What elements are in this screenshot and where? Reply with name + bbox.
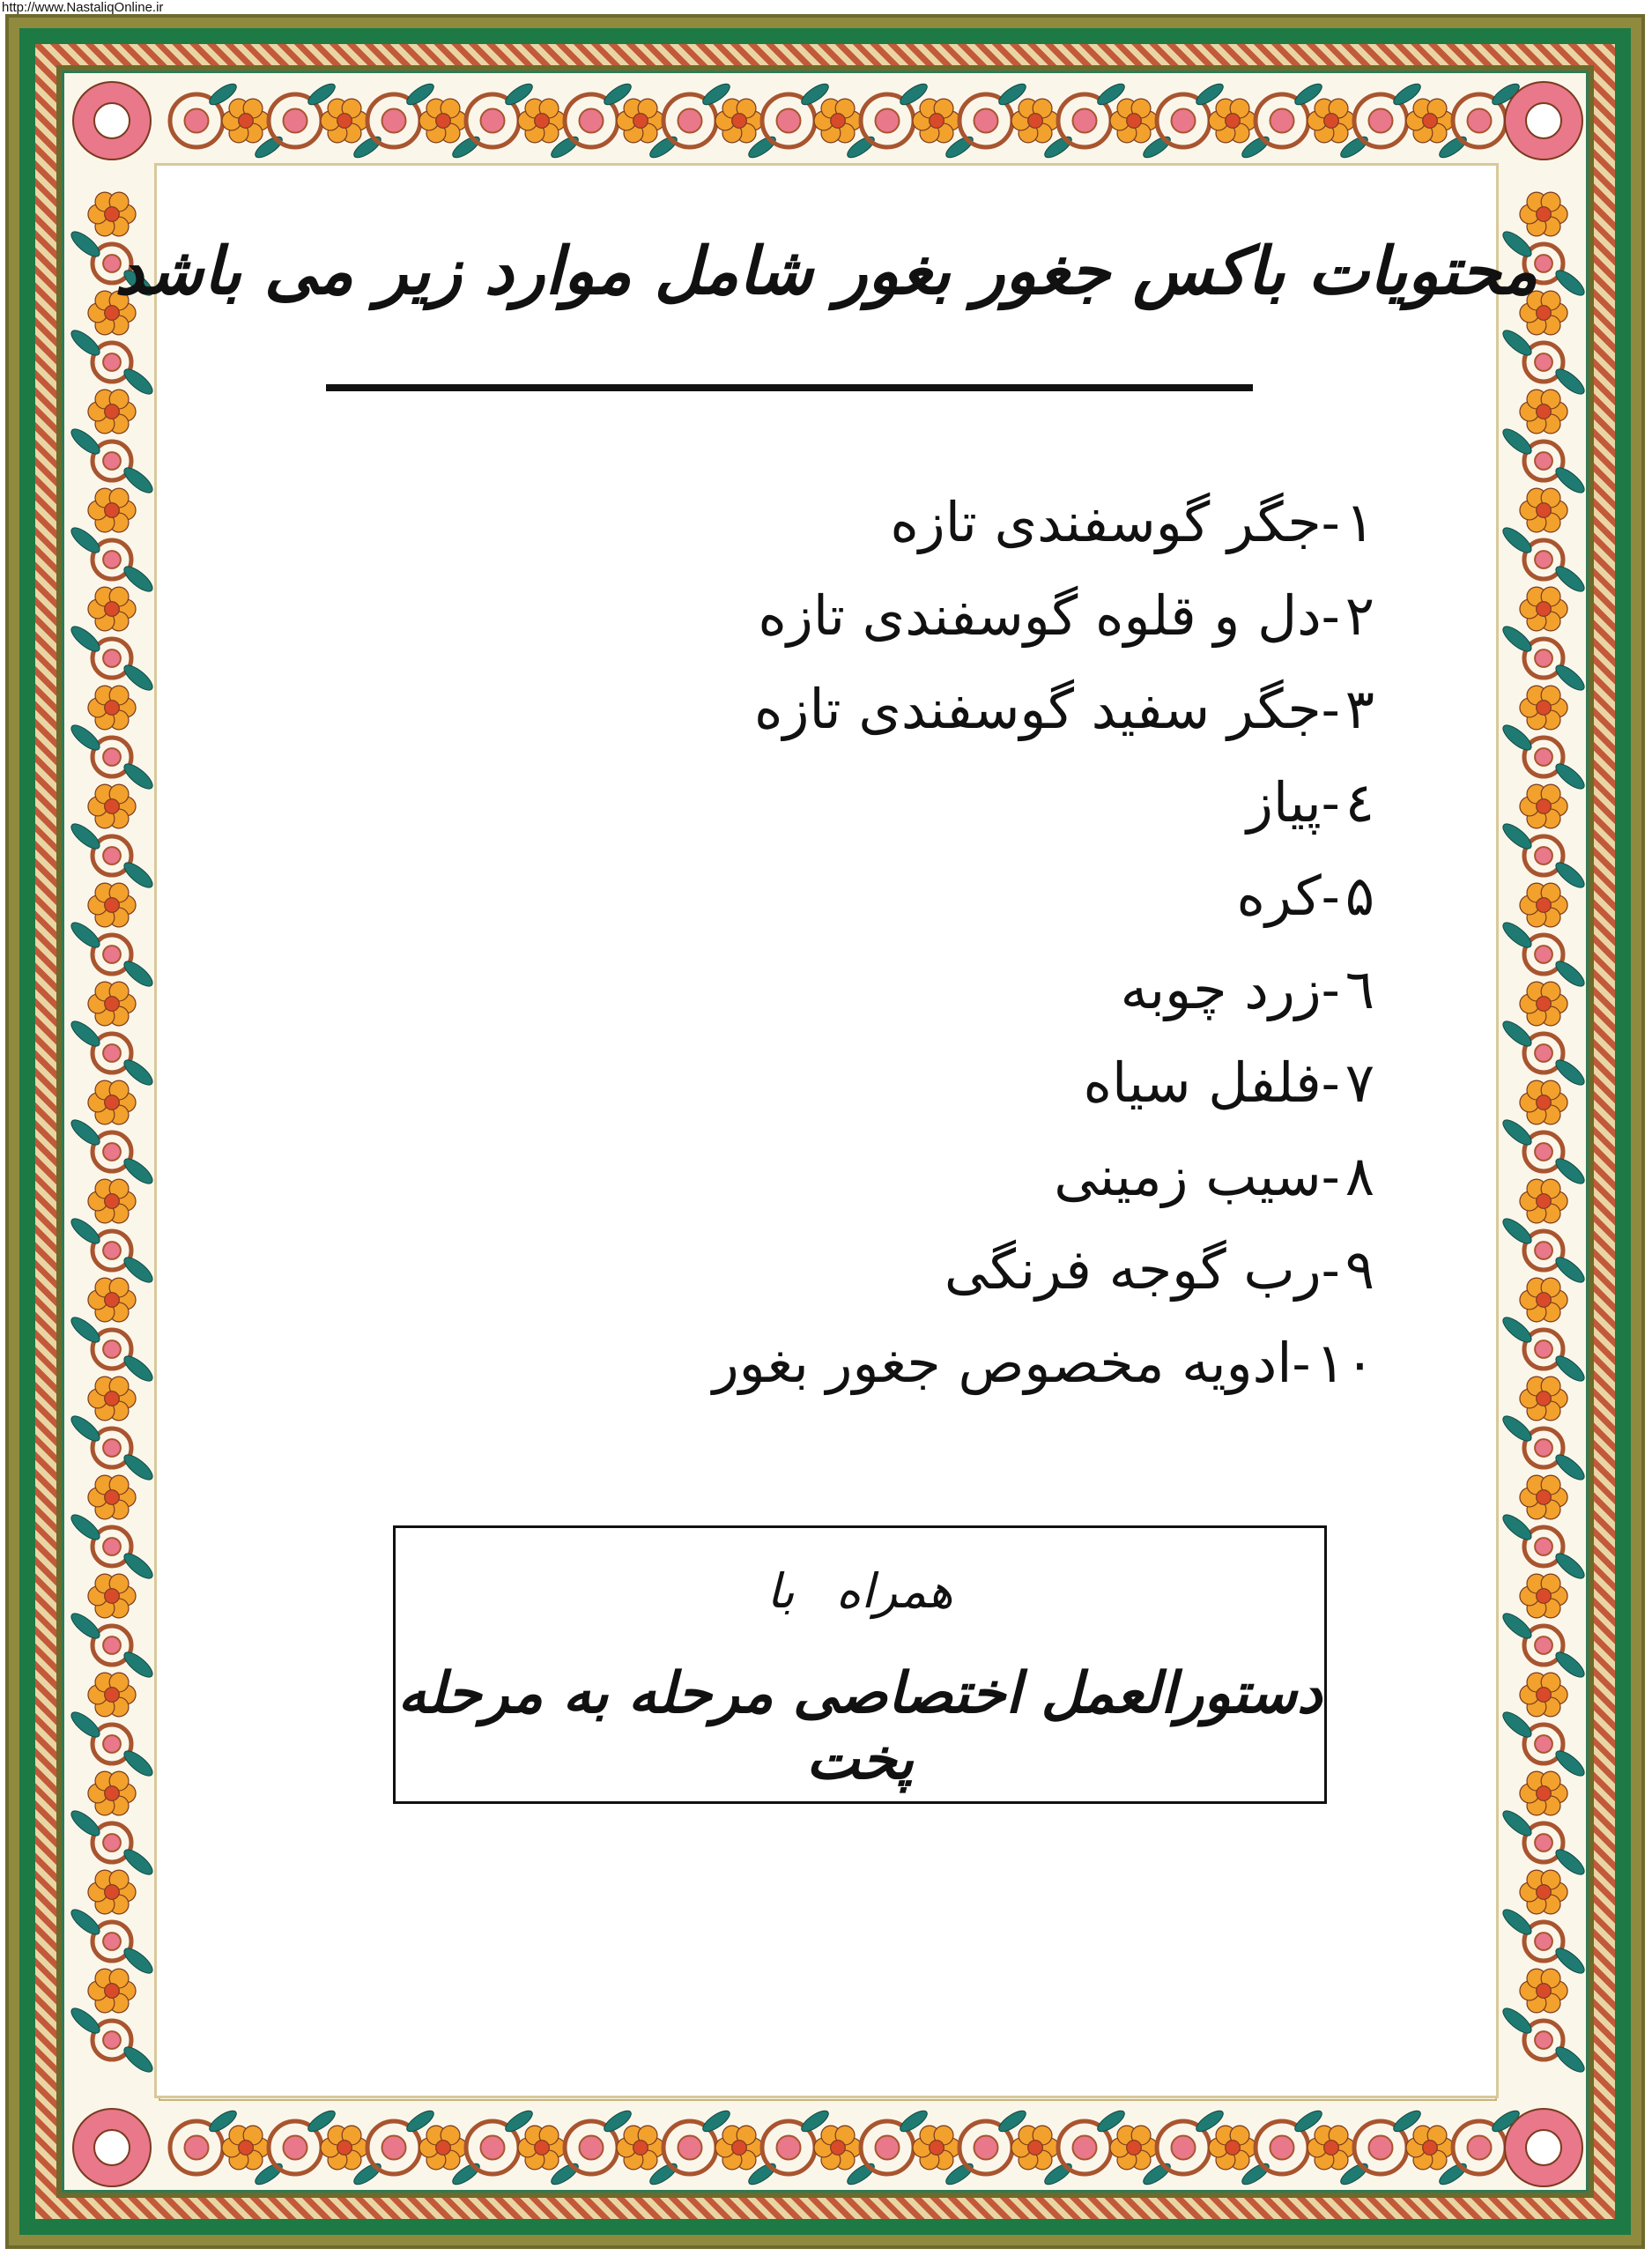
scroll-swirl-center-icon [1535,452,1552,470]
scroll-swirl-center-icon [777,2136,801,2160]
flower-center-icon [436,2141,451,2156]
list-item-number: ۷ [1345,1050,1374,1115]
flower-center-icon [1423,2141,1438,2156]
flower-center-icon [105,997,120,1012]
flower-center-icon [1226,114,1241,129]
flower-center-icon [732,114,747,129]
scroll-swirl-center-icon [1468,109,1492,133]
flower-center-icon [1537,207,1552,222]
scroll-swirl-center-icon [1073,2136,1097,2160]
flower-center-icon [105,207,120,222]
scroll-swirl-center-icon [876,2136,900,2160]
flower-center-icon [105,1095,120,1110]
flower-center-icon [535,114,550,129]
scroll-swirl-center-icon [1535,946,1552,963]
flower-center-icon [1537,1095,1552,1110]
scroll-swirl-center-icon [1535,353,1552,371]
flower-center-icon [1537,1490,1552,1505]
flower-center-icon [105,602,120,617]
list-item: ۷-فلفل سیاه [1083,1050,1374,1115]
scroll-swirl-center-icon [382,109,406,133]
scroll-swirl-center-icon [876,109,900,133]
flower-center-icon [1537,701,1552,716]
flower-center-icon [1028,2141,1043,2156]
flower-center-icon [1127,114,1142,129]
list-item-text: فلفل سیاه [1083,1050,1322,1115]
flower-center-icon [1537,602,1552,617]
flower-center-icon [1537,1786,1552,1801]
flower-center-icon [1537,1194,1552,1209]
flower-center-icon [105,799,120,814]
scroll-swirl-center-icon [103,1044,121,1062]
flower-center-icon [105,1194,120,1209]
scroll-swirl-center-icon [1535,649,1552,667]
list-item: ۵-کره [1236,864,1374,928]
scroll-swirl-center-icon [481,2136,505,2160]
flower-center-icon [105,1589,120,1604]
list-item-number: ۱ [1345,490,1374,554]
leaf-icon [121,2043,156,2075]
scroll-swirl-center-icon [1073,109,1097,133]
ingredients-list [493,476,1374,1410]
flower-center-icon [633,2141,648,2156]
flower-center-icon [535,2141,550,2156]
flower-center-icon [930,114,945,129]
page-title: محتویات باکس جغور بغور شامل موارد زیر می باشد [114,234,1538,309]
scroll-swirl-center-icon [103,649,121,667]
scroll-swirl-center-icon [103,1834,121,1852]
list-item: ۳-جگر سفید گوسفندی تازه [754,677,1374,741]
scroll-swirl-center-icon [1535,551,1552,568]
list-item: ٦-زرد چوبه [1120,957,1374,1021]
list-item: ۱۰-ادویه مخصوص جغور بغور [712,1331,1374,1395]
list-item-number: ۱۰ [1315,1331,1374,1395]
title-underline [326,384,1253,391]
flower-center-icon [105,1490,120,1505]
scroll-swirl-center-icon [1535,1735,1552,1753]
list-item-text: دل و قلوه گوسفندی تازه [758,583,1322,648]
scroll-swirl-center-icon [1172,109,1196,133]
scroll-swirl-center-icon [103,1439,121,1457]
list-item-text: جگر گوسفندی تازه [890,490,1322,554]
flower-center-icon [1324,114,1339,129]
scroll-swirl-center-icon [1369,2136,1393,2160]
scroll-swirl-center-icon [1535,2031,1552,2049]
flower-center-icon [105,1885,120,1900]
flower-center-icon [1537,799,1552,814]
scroll-swirl-center-icon [185,2136,209,2160]
scroll-swirl-center-icon [103,1143,121,1161]
scroll-swirl-center-icon [1535,748,1552,766]
flower-center-icon [105,404,120,419]
scroll-swirl-center-icon [1535,1538,1552,1555]
list-item: ٤-پیاز [1246,770,1374,835]
list-item-text: سیب زمینی [1054,1144,1322,1208]
flower-center-icon [1537,1589,1552,1604]
flower-center-icon [831,114,846,129]
list-item-number: ۵ [1345,864,1374,928]
flower-center-icon [1537,1688,1552,1703]
scroll-swirl-center-icon [185,109,209,133]
flower-center-icon [105,1984,120,1999]
note-line-accompanied-with: همراه با [767,1563,953,1619]
flower-center-icon [105,701,120,716]
list-item-text: ادویه مخصوص جغور بغور [712,1331,1293,1395]
scroll-swirl-center-icon [1270,2136,1294,2160]
list-item: ۱-جگر گوسفندی تازه [890,490,1374,554]
source-url: http://www.NastaliqOnline.ir [2,0,164,15]
flower-center-icon [105,503,120,518]
flower-center-icon [1537,1293,1552,1308]
flower-center-icon [1127,2141,1142,2156]
scroll-swirl-center-icon [974,109,998,133]
flower-center-icon [1423,114,1438,129]
scroll-swirl-center-icon [1535,1636,1552,1654]
list-item-number: ۸ [1345,1144,1374,1208]
scroll-swirl-center-icon [777,109,801,133]
list-item-number: ٦ [1345,957,1374,1021]
flower-center-icon [1537,404,1552,419]
scroll-swirl-center-icon [103,1340,121,1358]
scroll-swirl-center-icon [103,1636,121,1654]
scroll-swirl-center-icon [1535,1834,1552,1852]
scroll-swirl-center-icon [103,452,121,470]
scroll-swirl-center-icon [1369,109,1393,133]
scroll-swirl-center-icon [580,109,604,133]
scroll-swirl-center-icon [103,353,121,371]
instructions-note-box [393,1525,1327,1804]
flower-center-icon [105,1293,120,1308]
flower-center-icon [239,2141,254,2156]
scroll-swirl-center-icon [1535,1242,1552,1259]
list-item: ۹-رب گوجه فرنگی [944,1237,1374,1302]
flower-center-icon [1324,2141,1339,2156]
scroll-swirl-center-icon [103,1538,121,1555]
scroll-swirl-center-icon [103,748,121,766]
scroll-swirl-center-icon [1535,1143,1552,1161]
scroll-swirl-center-icon [103,551,121,568]
scroll-swirl-center-icon [284,109,307,133]
list-item-number: ۲ [1345,583,1374,648]
flower-center-icon [930,2141,945,2156]
flower-center-icon [1537,503,1552,518]
flower-center-icon [831,2141,846,2156]
scroll-swirl-center-icon [580,2136,604,2160]
flower-center-icon [633,114,648,129]
flower-center-icon [1226,2141,1241,2156]
list-item: ۲-دل و قلوه گوسفندی تازه [758,583,1374,648]
flower-center-icon [337,114,352,129]
scroll-swirl-center-icon [1535,1439,1552,1457]
scroll-swirl-center-icon [103,1242,121,1259]
list-item-number: ۳ [1345,677,1374,741]
scroll-swirl-center-icon [974,2136,998,2160]
list-item-text: پیاز [1246,770,1322,835]
flower-center-icon [732,2141,747,2156]
scroll-swirl-center-icon [1535,1933,1552,1950]
scroll-swirl-center-icon [284,2136,307,2160]
corner-rosette-center-icon [94,103,130,138]
flower-center-icon [105,1786,120,1801]
leaf-icon [1552,2043,1588,2075]
scroll-swirl-center-icon [103,1735,121,1753]
flower-center-icon [337,2141,352,2156]
scroll-swirl-center-icon [1468,2136,1492,2160]
scroll-swirl-center-icon [103,946,121,963]
list-item-number: ۹ [1345,1237,1374,1302]
flower-center-icon [1537,1885,1552,1900]
flower-center-icon [105,1688,120,1703]
scroll-swirl-center-icon [382,2136,406,2160]
scroll-swirl-center-icon [1535,847,1552,865]
flower-center-icon [105,1391,120,1406]
flower-center-icon [1537,997,1552,1012]
corner-rosette-center-icon [94,2130,130,2165]
scroll-swirl-center-icon [678,109,702,133]
list-item-text: رب گوجه فرنگی [944,1237,1322,1302]
scroll-swirl-center-icon [1535,1044,1552,1062]
flower-center-icon [1028,114,1043,129]
scroll-swirl-center-icon [103,2031,121,2049]
list-item-text: کره [1236,864,1322,928]
flower-center-icon [105,898,120,913]
flower-center-icon [1537,1984,1552,1999]
list-item-number: ٤ [1345,770,1374,835]
scroll-swirl-center-icon [1535,1340,1552,1358]
note-line-instructions: دستورالعمل اختصاصی مرحله به مرحله پخت [397,1660,1322,1792]
scroll-swirl-center-icon [103,1933,121,1950]
flower-center-icon [436,114,451,129]
scroll-swirl-center-icon [1270,109,1294,133]
flower-center-icon [1537,898,1552,913]
scroll-swirl-center-icon [678,2136,702,2160]
corner-rosette-center-icon [1526,2130,1561,2165]
list-item-text: زرد چوبه [1120,957,1322,1021]
scroll-swirl-center-icon [1172,2136,1196,2160]
flower-center-icon [1537,1391,1552,1406]
flower-center-icon [239,114,254,129]
list-item-text: جگر سفید گوسفندی تازه [754,677,1322,741]
corner-rosette-center-icon [1526,103,1561,138]
scroll-swirl-center-icon [481,109,505,133]
list-item: ۸-سیب زمینی [1054,1144,1374,1208]
scroll-swirl-center-icon [103,847,121,865]
